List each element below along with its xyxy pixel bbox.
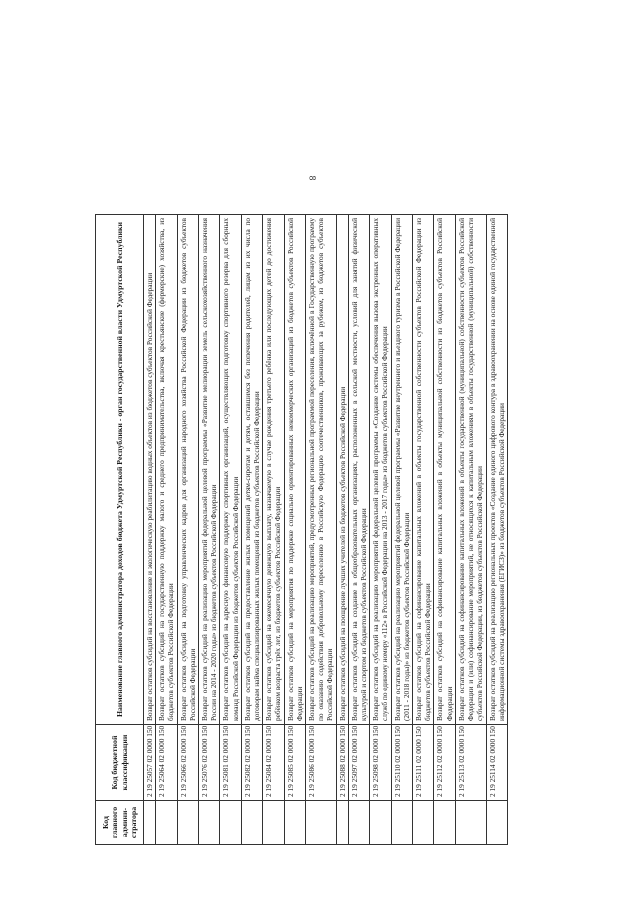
table-row bbox=[455, 215, 486, 845]
name-cell: Возврат остатков субсидий на поощрение лучших учителей из бюджетов субъектов Российской Федерации bbox=[336, 215, 348, 725]
name-cell: Возврат остатков субсидий на адресную финансовую поддержку спортивных организаций, осуществляющих подготовку спортивного резерва для сборных команд Российской Федерации из бюджетов субъектов Российской Федерации bbox=[220, 215, 241, 725]
name-cell: Возврат остатков субсидий на софинансирование капитальных вложений в объекты государственной собственности субъектов Российской Федерации из бюджетов субъектов Российской Федерации bbox=[413, 215, 434, 725]
budget-code-cell: 2 19 25066 02 0000 150 bbox=[177, 725, 198, 801]
budget-code-cell: 2 19 25081 02 0000 150 bbox=[220, 725, 241, 801]
name-cell: Возврат остатков субсидий на реализацию мероприятий федеральной целевой программы «Создание системы обеспечения вызова экстренных оперативных служб по единому номеру «112» в Российской Федерации на 2013 - 2017 годы» из бюджетов субъектов Российской Федерации bbox=[370, 215, 391, 725]
budget-code-cell: 2 19 25086 02 0000 150 bbox=[306, 725, 337, 801]
table-row bbox=[336, 215, 348, 845]
header-admin-code: Код главного админи-стратора bbox=[96, 801, 144, 845]
table-row bbox=[391, 215, 412, 845]
name-cell: Возврат остатков субсидий на восстановление и экологическую реабилитацию водных объектов из бюджетов субъектов Российской Федерации bbox=[144, 215, 156, 725]
admin-code-cell bbox=[413, 801, 434, 845]
name-cell: Возврат остатков субсидий на реализацию мероприятий федеральной целевой программы «Развитие мелиорации земель сельскохозяйственного назначения России на 2014 - 2020 годы» из бюджетов субъектов Российской Федерации bbox=[199, 215, 220, 725]
name-cell: Возврат остатков субсидий на реализацию мероприятий федеральной целевой программы «Развитие внутреннего и въездного туризма в Российской Федерации (2011 - 2018 годы)» из бюджетов субъектов Российской Федерации bbox=[391, 215, 412, 725]
budget-code-cell: 2 19 25097 02 0000 150 bbox=[348, 725, 369, 801]
rotated-table-container bbox=[95, 215, 575, 845]
admin-code-cell bbox=[284, 801, 305, 845]
admin-code-cell bbox=[455, 801, 486, 845]
name-cell: Возврат остатков субсидий на государственную поддержку малого и среднего предпринимательства, включая крестьянские (фермерские) хозяйства, из бюджетов субъектов Российской Федерации bbox=[156, 215, 177, 725]
table-row bbox=[263, 215, 284, 845]
table-header-row bbox=[96, 215, 144, 845]
budget-code-cell: 2 19 25084 02 0000 150 bbox=[263, 725, 284, 801]
budget-code-cell: 2 19 25076 02 0000 150 bbox=[199, 725, 220, 801]
budget-code-cell: 2 19 25088 02 0000 150 bbox=[336, 725, 348, 801]
table-row bbox=[284, 215, 305, 845]
header-name: Наименование главного администратора доходов бюджета Удмуртской Республики - орган государственной власти Удмуртской Республики bbox=[96, 215, 144, 725]
administrators-table bbox=[95, 214, 508, 845]
admin-code-cell bbox=[306, 801, 337, 845]
table-row bbox=[177, 215, 198, 845]
admin-code-cell bbox=[156, 801, 177, 845]
budget-code-cell: 2 19 25110 02 0000 150 bbox=[391, 725, 412, 801]
budget-code-cell: 2 19 25064 02 0000 150 bbox=[156, 725, 177, 801]
budget-code-cell: 2 19 25111 02 0000 150 bbox=[413, 725, 434, 801]
admin-code-cell bbox=[391, 801, 412, 845]
table-row bbox=[144, 215, 156, 845]
name-cell: Возврат остатков субсидий на предоставление жилых помещений детям-сиротам и детям, оставшимся без попечения родителей, лицам из их числа по договорам найма специализированных жилых помещений из бюджетов субъектов Российской Федерации bbox=[241, 215, 262, 725]
budget-code-cell: 2 19 25057 02 0000 150 bbox=[144, 725, 156, 801]
admin-code-cell bbox=[486, 801, 507, 845]
budget-code-cell: 2 19 25082 02 0000 150 bbox=[241, 725, 262, 801]
name-cell: Возврат остатков субсидий на софинансирование капитальных вложений в объекты муниципальной собственности из бюджетов субъектов Российской Федерации bbox=[434, 215, 455, 725]
budget-code-cell: 2 19 25114 02 0000 150 bbox=[486, 725, 507, 801]
name-cell: Возврат остатков субсидий на реализацию мероприятий, предусмотренных региональной программой переселения, включённой в Государственную программу по оказанию содействия добровольному переселению в Российскую Федерацию соотечественников, проживающих за рубежом, из бюджетов субъектов Российской Федерации bbox=[306, 215, 337, 725]
admin-code-cell bbox=[263, 801, 284, 845]
name-cell: Возврат остатков субсидий на создание в общеобразовательных организациях, расположенных в сельской местности, условий для занятий физической культурой и спортом из бюджетов субъектов Российской Федерации bbox=[348, 215, 369, 725]
table-row bbox=[348, 215, 369, 845]
admin-code-cell bbox=[241, 801, 262, 845]
name-cell: Возврат остатков субсидий на подготовку управленческих кадров для организаций народного хозяйства Российской Федерации из бюджетов субъектов Российской Федерации bbox=[177, 215, 198, 725]
name-cell: Возврат остатков субсидий на софинансирование капитальных вложений в объекты государственной (муниципальной) собственности субъектов Российской Федерации и (или) софинансирование мероприятий, не относящихся к капитальным вложениям в объекты государственной (муниципальной) собственности субъектов Российской Федерации, из бюджетов субъектов Российской Федерации bbox=[455, 215, 486, 725]
table-row bbox=[370, 215, 391, 845]
table-row bbox=[413, 215, 434, 845]
admin-code-cell bbox=[144, 801, 156, 845]
table-row bbox=[156, 215, 177, 845]
admin-code-cell bbox=[220, 801, 241, 845]
budget-code-cell: 2 19 25085 02 0000 150 bbox=[284, 725, 305, 801]
admin-code-cell bbox=[336, 801, 348, 845]
name-cell: Возврат остатков субсидий на реализацию региональных проектов «Создание единого цифрового контура в здравоохранении на основе единой государственной информационной системы здравоохранения (ЕГИСЗ)» из бюджетов субъектов Российской Федерации bbox=[486, 215, 507, 725]
budget-code-cell: 2 19 25098 02 0000 150 bbox=[370, 725, 391, 801]
table-row bbox=[306, 215, 337, 845]
admin-code-cell bbox=[177, 801, 198, 845]
table-row bbox=[199, 215, 220, 845]
admin-code-cell bbox=[199, 801, 220, 845]
admin-code-cell bbox=[370, 801, 391, 845]
budget-code-cell: 2 19 25113 02 0000 150 bbox=[455, 725, 486, 801]
table-row bbox=[241, 215, 262, 845]
admin-code-cell bbox=[434, 801, 455, 845]
name-cell: Возврат остатков субсидий на мероприятия по поддержке социально ориентированных некоммерческих организаций из бюджетов субъектов Российской Федерации bbox=[284, 215, 305, 725]
header-budget-code: Код бюджетной классификации bbox=[96, 725, 144, 801]
table-row bbox=[434, 215, 455, 845]
budget-code-cell: 2 19 25112 02 0000 150 bbox=[434, 725, 455, 801]
admin-code-cell bbox=[348, 801, 369, 845]
name-cell: Возврат остатков субсидий на ежемесячную денежную выплату, назначаемую в случае рождения третьего ребёнка или последующих детей до достижения ребёнком возраста трёх лет, из бюджетов субъектов Российской Федерации bbox=[263, 215, 284, 725]
table-row bbox=[220, 215, 241, 845]
page-number: 8 bbox=[307, 175, 318, 181]
table-row bbox=[486, 215, 507, 845]
